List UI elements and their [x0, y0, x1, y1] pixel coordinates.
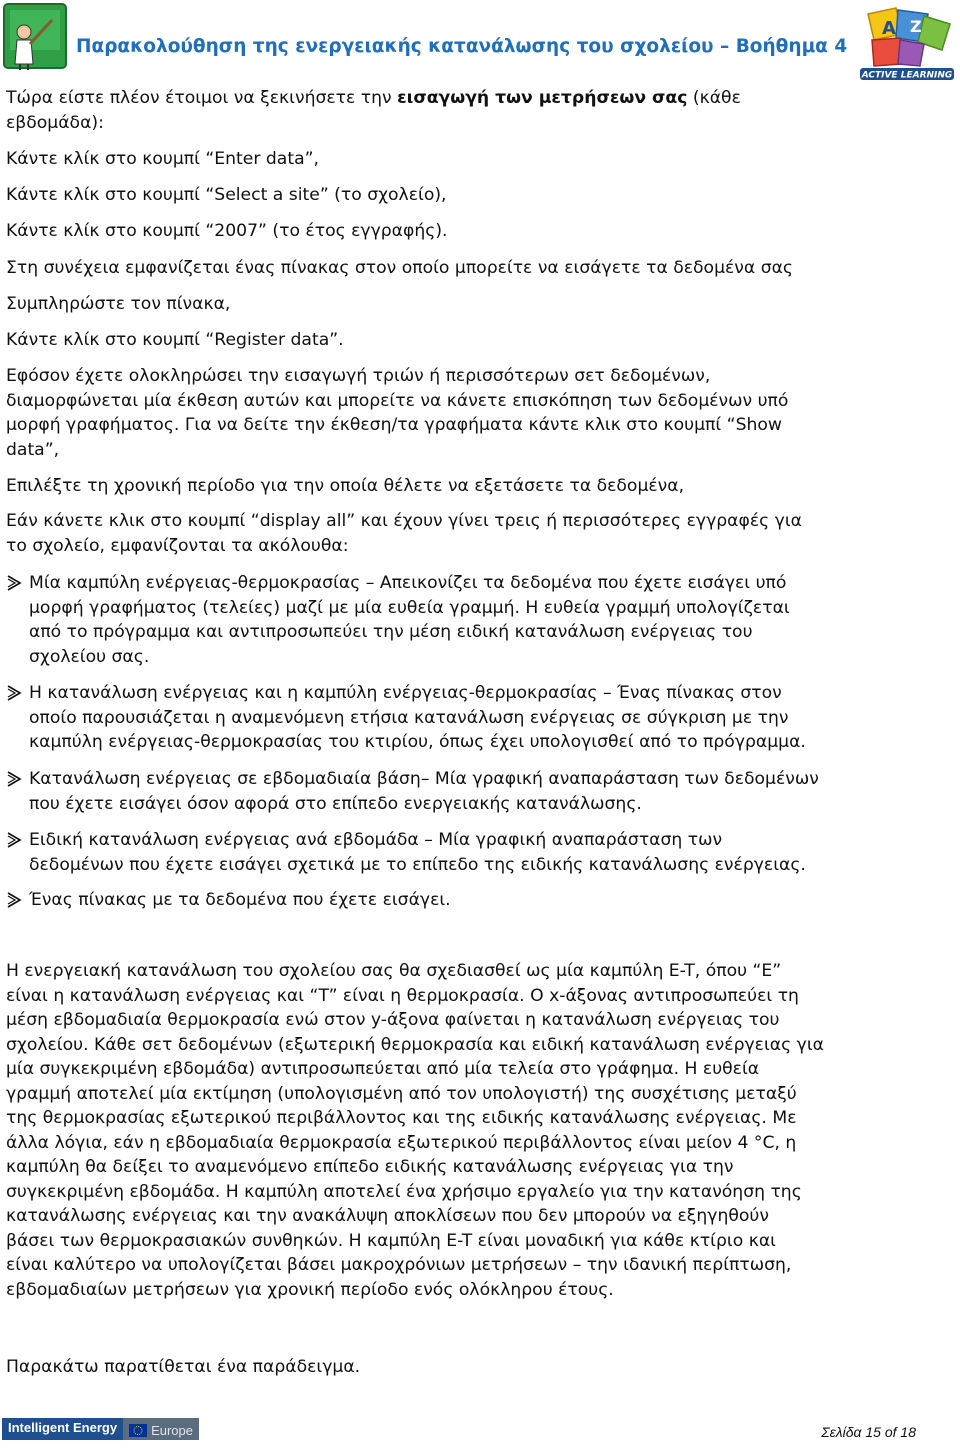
- curve-line: είναι καλύτερο να υπολογίζεται βάσει μακροχρόνιων μετρήσεων – την ιδανική περίπτωση,: [6, 1255, 792, 1275]
- aid-label: Βοήθημα 4: [735, 36, 848, 57]
- report-line: μορφή γραφήματος. Για να δείτε την έκθεση/τα γραφήματα κάντε κλικ στο κουμπί “Show: [6, 415, 782, 435]
- curve-line: άλλα λόγια, εάν η εβδομαδιαία θερμοκρασία εξωτερικού περιβάλλοντος είναι μείον 4 °C, η: [6, 1132, 797, 1153]
- intro-line-1: [6, 86, 954, 111]
- intro-bold-text: εισαγωγή των μετρήσεων σας: [397, 88, 688, 108]
- curve-line: βάσει των θερμοκρασιακών συνθηκών. Η καμπύλη E-T είναι μοναδική για κάθε κτίριο και: [6, 1230, 776, 1251]
- step-select-site: Κάντε κλίκ στο κουμπί “Select a site” (το σχολείο),: [6, 185, 447, 205]
- intro-paragraph: [6, 86, 954, 135]
- curve-line: σχολείου. Κάθε σετ δεδομένων (εξωτερική θερμοκρασία και ειδική κατανάλωση ενέργειας για: [6, 1034, 824, 1055]
- page-title: [76, 36, 847, 57]
- curve-line: είναι η κατανάλωση ενέργειας και “T” είναι η θερμοκρασία. Ο x-άξονας αντιπροσωπεύει τη: [6, 985, 799, 1006]
- arrow-bullet-icon: [6, 828, 24, 852]
- intro-text-end: (κάθε: [687, 88, 741, 108]
- curve-line: της θερμοκρασίας εξωτερικού περιβάλλοντος και της ειδικής κατανάλωσης ενέργειας. Με: [6, 1108, 797, 1128]
- arrow-bullet-icon: [6, 681, 24, 705]
- bullet-line: σχολείου σας.: [29, 646, 150, 667]
- display-all-paragraph: [6, 509, 954, 558]
- bullet-line: δεδομένων που έχετε εισάγει σχετικά με το επίπεδο της ειδικής κατανάλωσης ενέργειας.: [29, 854, 806, 875]
- svg-text:A: A: [882, 18, 896, 39]
- bullet-text: [29, 681, 954, 755]
- report-paragraph: [6, 364, 954, 462]
- bullet-line: Η κατανάλωση ενέργειας και η καμπύλη ενέργειας-θερμοκρασίας – Ένας πίνακας στον: [29, 683, 782, 703]
- report-line: data”,: [6, 439, 60, 460]
- curve-line: Η ενεργειακή κατανάλωση του σχολείου σας θα σχεδιασθεί ως μία καμπύλη E-T, όπου “E”: [6, 961, 782, 981]
- brand-main: Intelligent Energy: [2, 1418, 123, 1440]
- intelligent-energy-europe-logo: [2, 1418, 199, 1440]
- et-curve-paragraph: [6, 959, 954, 1302]
- example-paragraph: Παρακάτω παρατίθεται ένα παράδειγμα.: [6, 1357, 361, 1377]
- intro-line-2: εβδομάδα):: [6, 112, 104, 133]
- document-title: Παρακολούθηση της ενεργειακής κατανάλωσης του σχολείου: [76, 36, 714, 57]
- step-fill-table: Συμπληρώστε τον πίνακα,: [6, 294, 231, 314]
- display-line: το σχολείο, εμφανίζονται τα ακόλουθα:: [6, 535, 349, 556]
- bullet-text: [29, 828, 954, 877]
- bullet-line: Ένας πίνακας με τα δεδομένα που έχετε εισάγει.: [29, 890, 451, 910]
- curve-line: κατανάλωσης ενέργειας και την ανακάλυψη αποκλίσεων που δεν μπορούν να εξηγηθούν: [6, 1206, 769, 1226]
- svg-text:Z: Z: [910, 17, 922, 36]
- curve-line: γραμμή αποτελεί μία εκτίμηση (υπολογισμένη από τον υπολογιστή) της συσχέτισης μεταξύ: [6, 1083, 797, 1104]
- bullet-text: [29, 767, 954, 816]
- bullet-line: μορφή γραφήματος (τελείες) μαζί με μία ευθεία γραμμή. Η ευθεία γραμμή υπολογίζεται: [29, 597, 790, 618]
- bullet-text: [29, 571, 954, 669]
- curve-line: μέση εβδομαδιαία θερμοκρασία ενώ στον y-άξονα φαίνεται η κατανάλωση ενέργειας του: [6, 1010, 780, 1030]
- report-line: διαμορφώνεται μία έκθεση αυτών και μπορείτε να κάνετε επισκόπηση των δεδομένων υπό: [6, 390, 789, 411]
- step-table-appears: Στη συνέχεια εμφανίζεται ένας πίνακας στον οποίο μπορείτε να εισάγετε τα δεδομένα σας: [6, 258, 794, 278]
- active-learning-logo: [858, 4, 956, 86]
- brand-eu: Europe: [151, 1422, 193, 1438]
- display-line: Εάν κάνετε κλικ στο κουμπί “display all” και έχουν γίνει τρεις ή περισσότερες εγγραφές για: [6, 511, 802, 531]
- bullet-line: καμπύλη ενέργειας-θερμοκρασίας του κτιρίου, όπως έχει υπολογισθεί από το πρόγραμμα.: [29, 732, 806, 752]
- step-register-data: Κάντε κλίκ στο κουμπί “Register data”.: [6, 330, 344, 350]
- step-enter-data: Κάντε κλίκ στο κουμπί “Enter data”,: [6, 149, 319, 169]
- bullet-line: Ειδική κατανάλωση ενέργειας ανά εβδομάδα – Μία γραφική αναπαράσταση των: [29, 830, 723, 850]
- intro-text: Τώρα είστε πλέον έτοιμοι να ξεκινήσετε την: [6, 88, 398, 108]
- bullet-line: οποίο παρουσιάζεται η αναμενόμενη ετήσια κατανάλωση ενέργειας σε σύγκριση με την: [29, 707, 789, 728]
- bullet-line: Κατανάλωση ενέργειας σε εβδομαδιαία βάση– Μία γραφική αναπαράσταση των δεδομένων: [29, 769, 819, 789]
- bullet-line: από το πρόγραμμα και αντιπροσωπεύει την μέση ειδική κατανάλωση ενέργειας του: [29, 622, 753, 642]
- eu-flag-icon: [129, 1424, 147, 1437]
- arrow-bullet-icon: [6, 571, 24, 595]
- page-number: Σελίδα 15 of 18: [821, 1424, 916, 1440]
- period-paragraph: Επιλέξτε τη χρονική περίοδο για την οποία θέλετε να εξετάσετε τα δεδομένα,: [6, 476, 685, 496]
- curve-line: εβδομαδιαίων μετρήσεων για χρονική περίοδο ενός ολόκληρου έτους.: [6, 1279, 614, 1300]
- arrow-bullet-icon: [6, 767, 24, 791]
- bullet-line: που έχετε εισάγει όσον αφορά στο επίπεδο ενεργειακής κατανάλωσης.: [29, 793, 642, 814]
- arrow-bullet-icon: [6, 888, 24, 912]
- brand-eu-box: [123, 1418, 199, 1440]
- bullet-text: [29, 888, 954, 913]
- teacher-pointing-logo: [2, 2, 70, 76]
- active-learning-logo-text: ACTIVE LEARNING: [861, 70, 953, 81]
- bullet-line: Μία καμπύλη ενέργειας-θερμοκρασίας – Απεικονίζει τα δεδομένα που έχετε εισάγει υπό: [29, 573, 787, 593]
- curve-line: καμπύλη θα δείξει το αναμενόμενο επίπεδο ειδικής κατανάλωσης ενέργειας για την: [6, 1157, 734, 1177]
- report-line: Εφόσον έχετε ολοκληρώσει την εισαγωγή τριών ή περισσότερων σετ δεδομένων,: [6, 366, 711, 386]
- step-select-year: Κάντε κλίκ στο κουμπί “2007” (το έτος εγγραφής).: [6, 221, 448, 241]
- curve-line: συγκεκριμένη εβδομάδα. Η καμπύλη αποτελεί ένα χρήσιμο εργαλείο για την κατανόηση της: [6, 1181, 802, 1202]
- title-separator: –: [720, 36, 730, 57]
- curve-line: μία συγκεκριμένη εβδομάδα) αντιπροσωπεύεται από μία τελεία στο γράφημα. Η ευθεία: [6, 1059, 760, 1079]
